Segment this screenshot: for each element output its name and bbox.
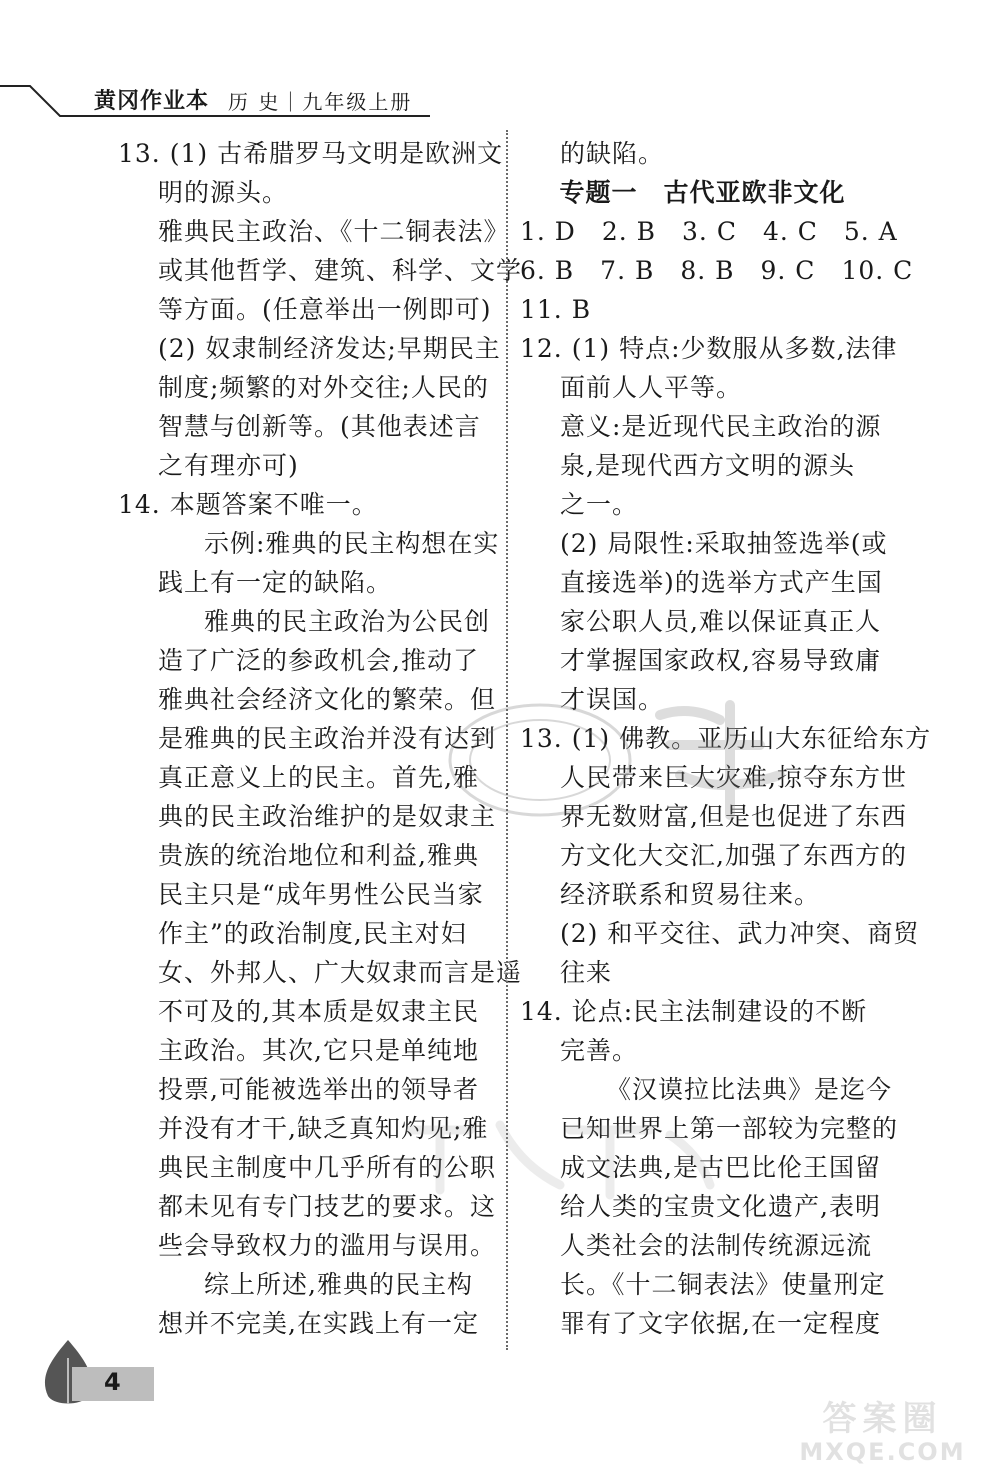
answer-line: 的缺陷。 <box>560 139 665 168</box>
page-number: 4 <box>104 1368 121 1396</box>
answer-line: 雅典民主政治、《十二铜表法》 <box>158 217 510 246</box>
answer-line: 才掌握国家政权,容易导致庸 <box>560 646 881 675</box>
answer-line: 之有理亦可) <box>158 451 299 480</box>
answer-line: 并没有才干,缺乏真知灼见;雅 <box>158 1114 489 1143</box>
answer-line: 界无数财富,但是也促进了东西 <box>560 802 907 831</box>
answer-line: 家公职人员,难以保证真正人 <box>560 607 881 636</box>
answer-line: 主政治。其次,它只是单纯地 <box>158 1036 479 1065</box>
answer-line: 11. B <box>520 295 592 324</box>
answer-line: 意义:是近现代民主政治的源 <box>560 412 882 441</box>
answer-line: 智慧与创新等。(其他表述言 <box>158 412 481 441</box>
book-title: 黄冈作业本 <box>94 89 210 114</box>
answer-line: 1. D 2. B 3. C 4. C 5. A <box>520 217 898 246</box>
answer-line: 作主”的政治制度,民主对妇 <box>158 919 467 948</box>
answer-line: 完善。 <box>560 1036 639 1065</box>
answer-line: 是雅典的民主政治并没有达到 <box>158 724 497 753</box>
answer-line: 贵族的统治地位和利益,雅典 <box>158 841 479 870</box>
answer-line: 经济联系和贸易往来。 <box>560 880 821 909</box>
answer-line: 践上有一定的缺陷。 <box>158 568 393 597</box>
answer-line: 长。《十二铜表法》使量刑定 <box>560 1270 886 1299</box>
answer-line: 真正意义上的民主。首先,雅 <box>158 763 479 792</box>
answer-line: 想并不完美,在实践上有一定 <box>158 1309 479 1338</box>
answer-line: 女、外邦人、广大奴隶而言是遥 <box>158 958 523 987</box>
answer-line: 明的源头。 <box>158 178 289 207</box>
watermark-url: MXQE.COM <box>799 1438 966 1466</box>
answer-line: 都未见有专门技艺的要求。这 <box>158 1192 497 1221</box>
answer-line: 投票,可能被选举出的领导者 <box>158 1075 479 1104</box>
answer-line: 泉,是现代西方文明的源头 <box>560 451 855 480</box>
answer-line: 《汉谟拉比法典》是迄今 <box>606 1075 893 1104</box>
subject-grade: 历 史｜九年级上册 <box>228 90 413 114</box>
answer-line: 雅典的民主政治为公民创 <box>204 607 491 636</box>
answer-line: 典民主制度中几乎所有的公职 <box>158 1153 497 1182</box>
answer-line: 往来 <box>560 958 613 987</box>
answer-line: 不可及的,其本质是奴隶主民 <box>158 997 479 1026</box>
answer-line: 雅典社会经济文化的繁荣。但 <box>158 685 497 714</box>
answer-line: 制度;频繁的对外交往;人民的 <box>158 373 489 402</box>
answer-line: 造了广泛的参政机会,推动了 <box>158 646 479 675</box>
answer-line: 面前人人平等。 <box>560 373 743 402</box>
answer-line: 6. B 7. B 8. B 9. C 10. C <box>520 256 914 285</box>
right-column <box>520 134 932 1343</box>
answer-line: 典的民主政治维护的是奴隶主 <box>158 802 497 831</box>
column-divider <box>506 130 508 1350</box>
answer-line: (2) 和平交往、武力冲突、商贸 <box>560 919 920 948</box>
answer-line: 12. (1) 特点:少数服从多数,法律 <box>520 334 898 363</box>
answer-line: 或其他哲学、建筑、科学、文学 <box>158 256 523 285</box>
answer-line: 14. 本题答案不唯一。 <box>118 490 378 519</box>
answer-line: 罪有了文字依据,在一定程度 <box>560 1309 881 1338</box>
answer-line: 给人类的宝贵文化遗产,表明 <box>560 1192 881 1221</box>
answer-line: 方文化大交汇,加强了东西方的 <box>560 841 907 870</box>
answer-line: 13. (1) 佛教。亚历山大东征给东方 <box>520 724 932 753</box>
section-heading: 专题一 古代亚欧非文化 <box>559 178 846 207</box>
answer-line: 成文法典,是古巴比伦王国留 <box>560 1153 881 1182</box>
answer-line: 示例:雅典的民主构想在实 <box>204 529 500 558</box>
answer-line: 已知世界上第一部较为完整的 <box>560 1114 899 1143</box>
answer-line: 些会导致权力的滥用与误用。 <box>158 1231 497 1260</box>
answer-line: 民主只是“成年男性公民当家 <box>158 880 484 909</box>
answer-line: (2) 奴隶制经济发达;早期民主 <box>158 334 501 363</box>
left-column <box>118 134 523 1343</box>
watermark-logo-text: 答案圈 <box>822 1399 943 1439</box>
site-watermark <box>770 1400 995 1468</box>
answer-line: 人民带来巨大灾难,掠夺东方世 <box>560 763 907 792</box>
answer-line: 才误国。 <box>560 685 665 714</box>
answer-line: 之一。 <box>560 490 639 519</box>
answer-line: 等方面。(任意举出一例即可) <box>158 295 492 324</box>
answer-line: 直接选举)的选举方式产生国 <box>560 568 883 597</box>
answer-line: 14. 论点:民主法制建设的不断 <box>520 997 868 1026</box>
answer-line: 人类社会的法制传统源远流 <box>560 1231 873 1260</box>
answer-line: 13. (1) 古希腊罗马文明是欧洲文 <box>118 139 504 168</box>
answer-line: (2) 局限性:采取抽签选举(或 <box>560 529 888 558</box>
answer-line: 综上所述,雅典的民主构 <box>204 1270 473 1299</box>
